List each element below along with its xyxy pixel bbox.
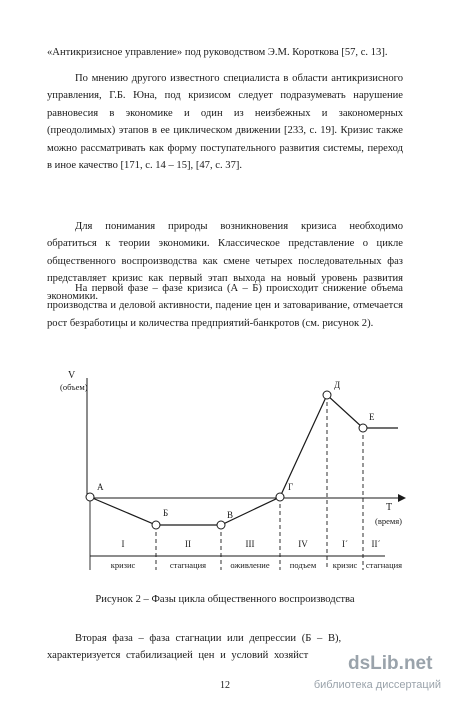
point-label-a: А [97,482,104,492]
x-axis-label: T [386,502,393,513]
phase-name-5: кризис [332,560,358,570]
figure-caption: Рисунок 2 – Фазы цикла общественного воспроизводства [95,594,355,605]
phase-numeral-5: I´ [342,539,348,549]
y-axis-label: V [68,370,76,381]
phase-name-4: подъем [289,560,317,570]
x-axis-arrow [398,494,406,502]
paragraph-5: Вторая фаза – фаза стагнации или депрессии (Б – В), характеризуется стабилизацией цен и условий хозяйст [47,633,342,662]
point-label-g: Г [288,482,294,492]
paragraph-3: Для понимания природы возникновения кризиса необходимо обратиться к теории экономики. Классическое представление о цикле общественного воспроизводства как смене четырех последовательных фаз представляет кризис как первый этап выхода на новый уровень развития экономики. [47,221,403,302]
phase-numeral-6: II´ [371,539,381,549]
cycle-curve [90,395,398,525]
paragraph-2: По мнению другого известного специалиста в области антикризисного управления, Г.Б. Юна, под кризисом следует подразумевать нарушение равновесия в экономике и один из неизбежных и закономерных (преодолимых) этапов в ее циклическом движении [233, с. 19]. Кризис также можно рассматривать как форму поступательного развития системы, переход в иное качество [171, с. 14 – 15], [47, с. 37]. [47,73,403,172]
phase-name-6: стагнация [365,560,403,570]
point-d-marker [323,391,331,399]
phase-numeral-3: III [245,539,255,549]
phase-name-1: кризис [110,560,136,570]
phase-name-3: оживление [230,560,270,570]
page-number: 12 [220,680,230,691]
watermark-logo: dsLib.net [348,653,433,674]
point-label-b: Б [163,508,169,518]
point-label-v: В [227,510,234,520]
phase-name-2: стагнация [169,560,207,570]
point-e-marker [359,424,367,432]
point-b-marker [152,521,160,529]
y-axis-sublabel: (объем) [60,382,88,392]
point-g-marker [276,493,284,501]
paragraph-1: «Антикризисное управление» под руководством Э.М. Короткова [57, с. 13]. [47,47,388,58]
x-axis-sublabel: (время) [375,516,402,526]
cycle-phases-figure [40,358,420,588]
phase-numeral-4: IV [298,539,308,549]
phase-numeral-2: II [185,539,191,549]
point-a-marker [86,493,94,501]
watermark-subtitle: библиотека диссертаций [313,679,441,691]
phase-numeral-1: I [121,539,125,549]
site-watermark [270,653,445,697]
point-label-d: Д [334,380,341,390]
point-label-e: Е [369,412,375,422]
paragraph-4: На первой фазе – фазе кризиса (А – Б) происходит снижение объема производства и деловой активности, падение цен и затоваривание, отмечается рост безработицы и количества предприятий-банкротов (см. рисунок 2). [47,283,403,329]
point-v-marker [217,521,225,529]
